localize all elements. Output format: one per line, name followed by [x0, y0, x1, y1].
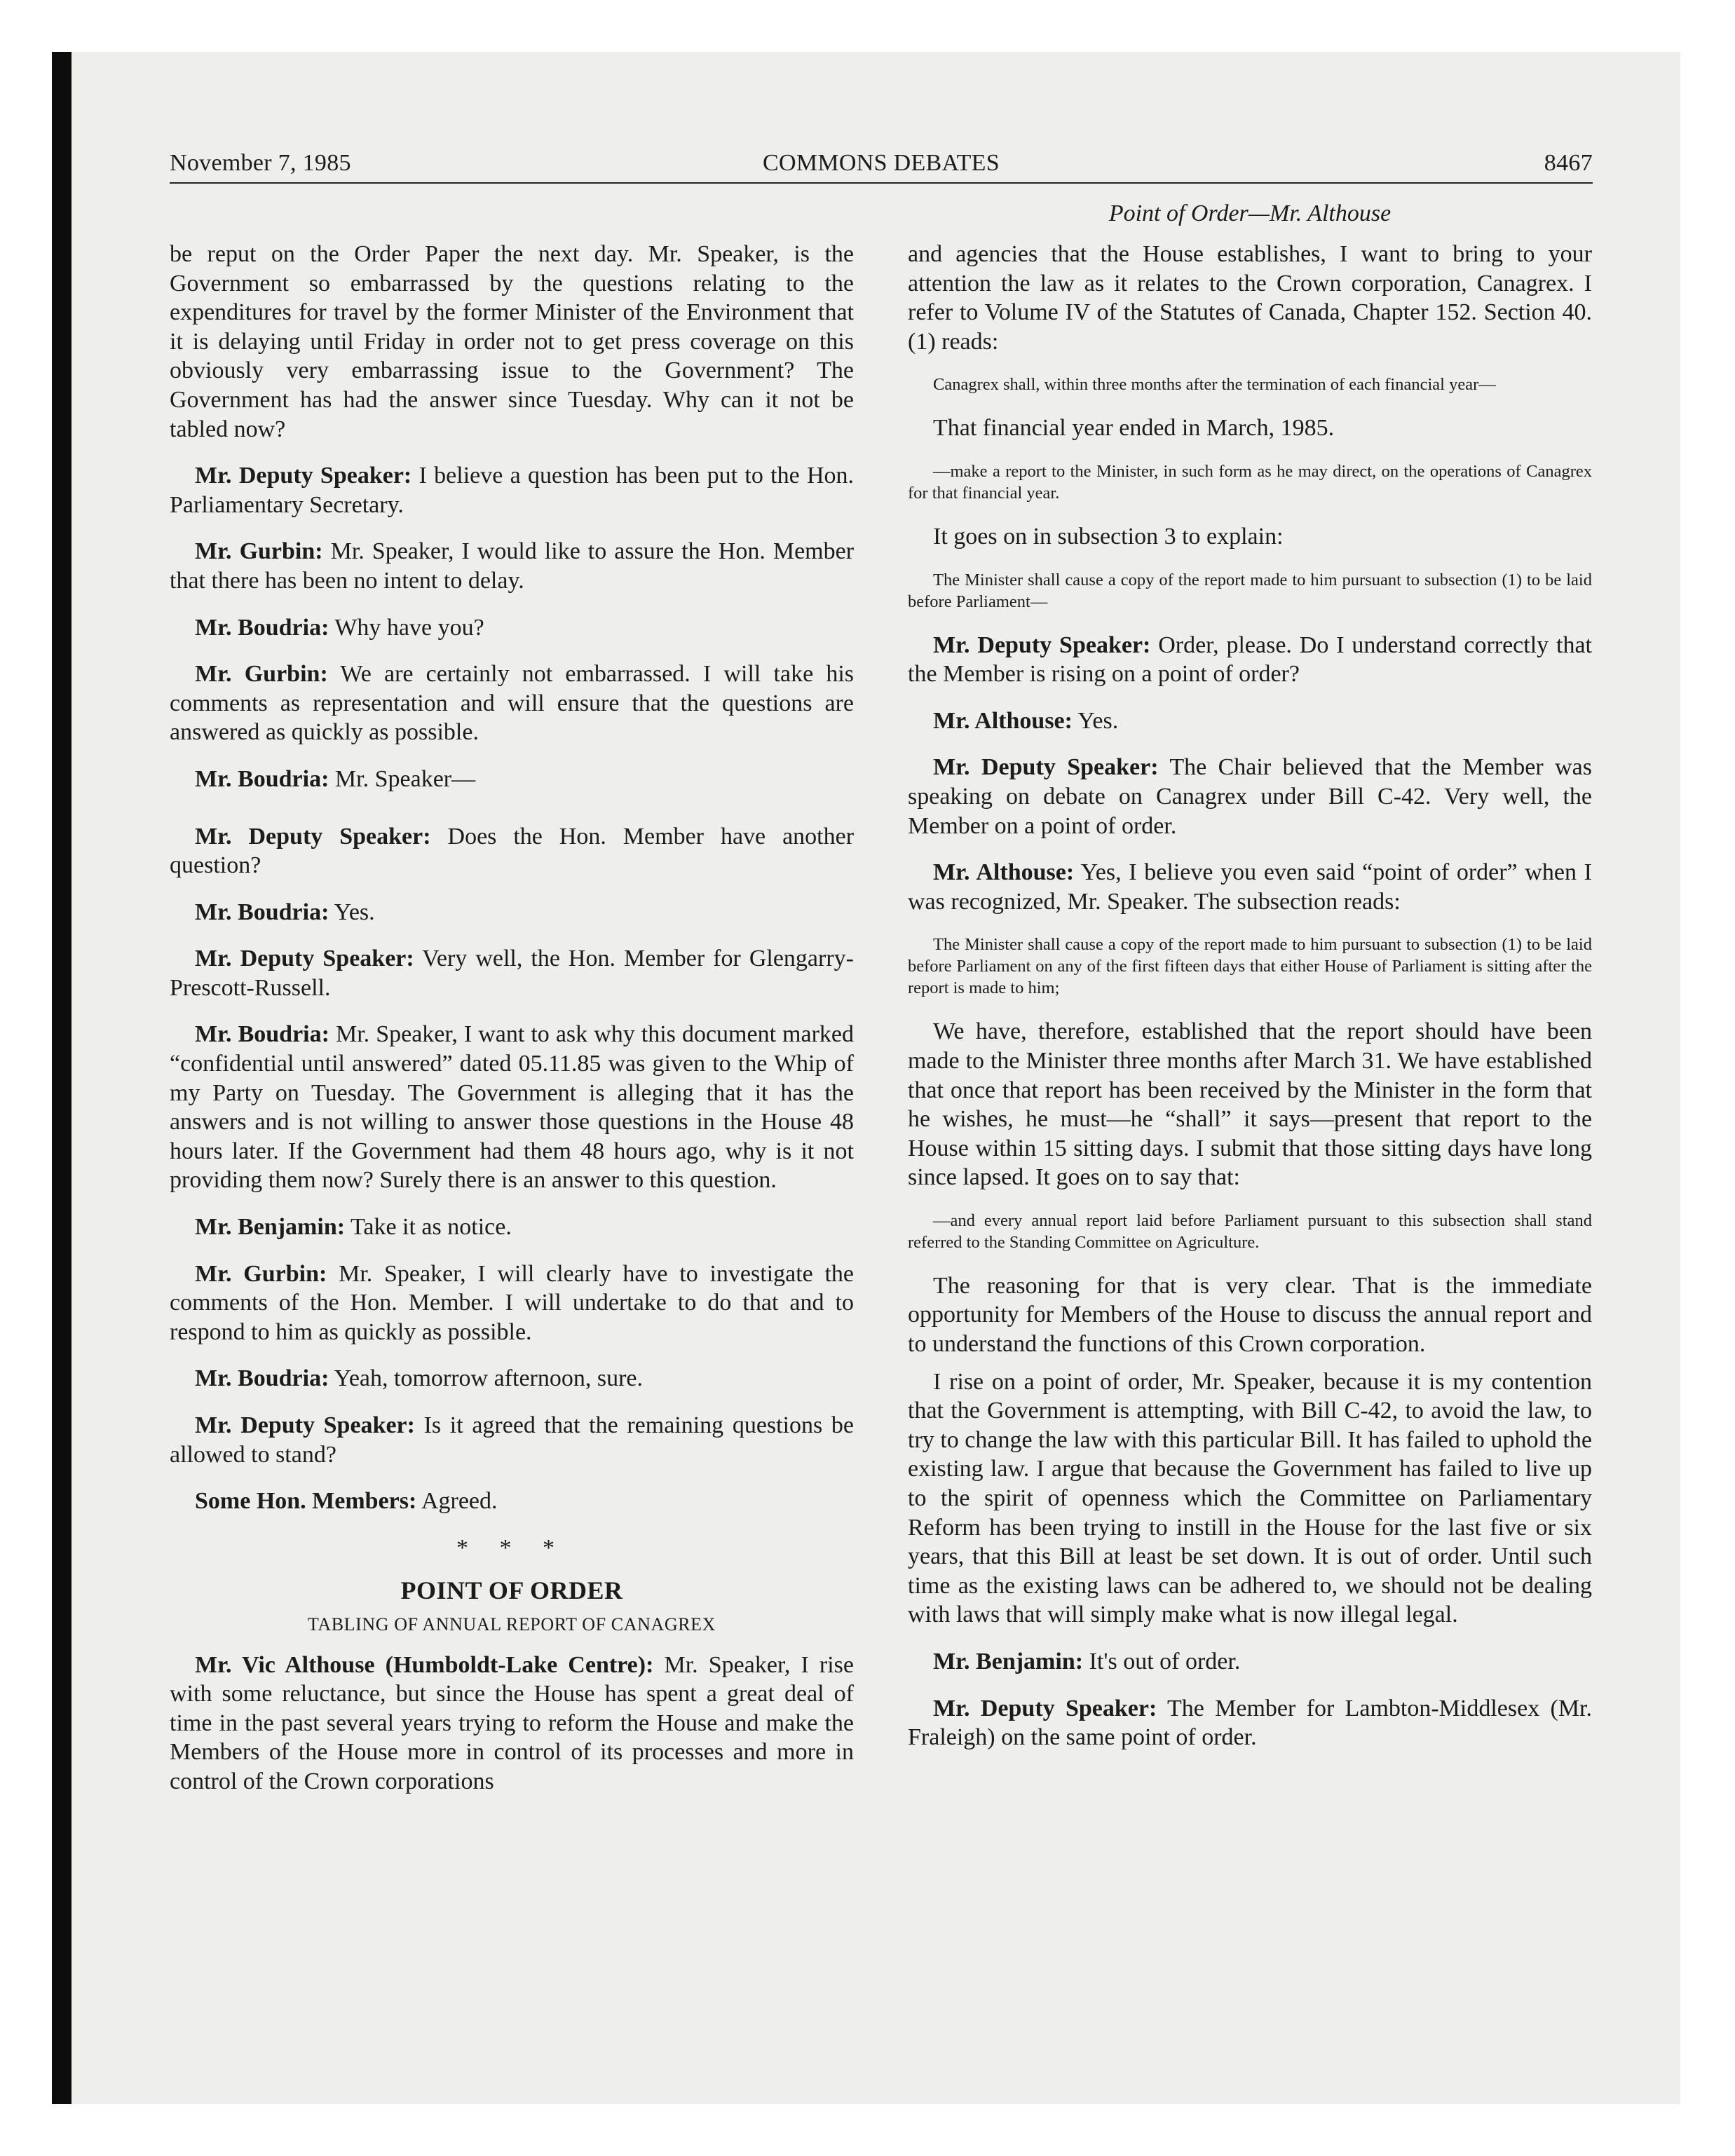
speaker-name: Mr. Gurbin:: [195, 1260, 327, 1287]
statute-quote: Canagrex shall, within three months after the termination of each financial year—: [933, 375, 1496, 395]
paragraph: We have, therefore, established that the report should have been made to the Minister three months after March 31. We have established that once that report has been received by the Minister in the form that he wishes, he must—he “shall” it says—present that report to the House within 15 sitting days. I submit that those sitting days have long since lapsed. It goes on to say that:: [908, 1018, 1592, 1191]
speaker-name: Mr. Althouse:: [933, 707, 1073, 734]
speech-text: I believe a question has been put to the Hon. Parliamentary Secretary.: [170, 463, 855, 518]
speaker-name: Mr. Benjamin:: [933, 1649, 1084, 1674]
speech: [908, 753, 1592, 840]
speech-text: The Member for Lambton-Middlesex (Mr. Fraleigh) on the same point of order.: [908, 1695, 1593, 1751]
speaker-name: Mr. Gurbin:: [195, 538, 323, 565]
statute-quote: —make a report to the Minister, in such form as he may direct, on the operations of Canagrex for that financial year.: [908, 461, 1592, 503]
speaker-name: Mr. Deputy Speaker:: [195, 946, 414, 972]
section-title: POINT OF ORDER: [400, 1576, 623, 1605]
speech: [170, 898, 854, 927]
speaker-name: Mr. Althouse:: [933, 859, 1075, 886]
speech: [170, 1411, 854, 1469]
paragraph: be reput on the Order Paper the next day. Mr. Speaker, is the Government so embarrassed by the questions relating to the expenditures for travel by the former Minister of the Environment that it is delaying until Friday in order not to get press coverage on this obviously very embarrassing issue to the Government? The Government has had the answer since Tuesday. Why can it not be tabled now?: [170, 241, 854, 442]
speech-text: Mr. Speaker, I want to ask why this document marked “confidential until answered” dated 05.11.85 was given to the Whip of my Party on Tuesday. The Government is alleging that it has the answers and is not willing to answer those questions in the House 48 hours later. If the Government had them 48 hours ago, why is it not providing them now? Surely there is an answer to this question.: [170, 1021, 854, 1194]
speech: [170, 944, 854, 1002]
scanned-page: [52, 52, 1680, 2104]
speech: [170, 822, 854, 880]
header-page-number: 8467: [1544, 150, 1593, 176]
speaker-name: Mr. Vic Althouse (Humboldt-Lake Centre):: [195, 1651, 654, 1678]
speech-text: Does the Hon. Member have another question?: [170, 823, 855, 879]
speaker-name: Mr. Deputy Speaker:: [933, 754, 1159, 781]
speech-text: Mr. Speaker, I rise with some reluctance, but since the House has spent a great deal of time in the past several years trying to reform the House and make the Members of the House more in control of its processes and more in control of the Crown corporations: [170, 1651, 855, 1794]
speech-text: Mr. Speaker—: [334, 765, 476, 792]
speaker-name: Mr. Boudria:: [195, 765, 329, 792]
speech-text: Yeah, tomorrow afternoon, sure.: [334, 1365, 644, 1392]
speech-text: Order, please. Do I understand correctly that the Member is rising on a point of order?: [908, 632, 1592, 688]
statute-quote: —and every annual report laid before Parliament pursuant to this subsection shall stand referred to the Standing Committee on Agriculture.: [908, 1210, 1592, 1252]
statute-quote: The Minister shall cause a copy of the report made to him pursuant to subsection (1) to be laid before Parliament—: [908, 570, 1592, 611]
speech: [170, 1364, 854, 1393]
header-title: COMMONS DEBATES: [763, 150, 1000, 176]
paragraph: I rise on a point of order, Mr. Speaker, because it is my contention that the Government is attempting, with Bill C-42, to avoid the law, to try to change the law with this particular Bill. It has failed to uphold the existing law. I argue that because the Government has failed to live up to the spirit of openness which the Committee on Parliamentary Reform has been trying to instill in the House for the last five or six years, that this Bill at least be set down. It is out of order. Until such time as the existing laws can be adhered to, we should not be dealing with laws that will simply make what is now illegal legal.: [908, 1368, 1592, 1628]
speech-text: The Chair believed that the Member was speaking on debate on Canagrex under Bill C-42. Very well, the Member on a point of order.: [908, 754, 1592, 839]
paragraph: It goes on in subsection 3 to explain:: [933, 523, 1284, 550]
right-column: [908, 240, 1592, 1770]
speaker-name: Mr. Deputy Speaker:: [195, 823, 431, 850]
section-separator: * * *: [456, 1534, 567, 1561]
speech: [170, 1487, 854, 1516]
speech: [908, 631, 1592, 689]
header-date: November 7, 1985: [170, 150, 351, 176]
speaker-name: Mr. Deputy Speaker:: [195, 463, 412, 489]
paragraph: The reasoning for that is very clear. That is the immediate opportunity for Members of the House to discuss the annual report and to understand the functions of this Crown corporation.: [908, 1272, 1592, 1358]
paragraph: and agencies that the House establishes, I want to bring to your attention the law as it relates to the Crown corporation, Canagrex. I refer to Volume IV of the Statutes of Canada, Chapter 152. Section 40.(1) reads:: [908, 241, 1592, 355]
speech: [170, 461, 854, 519]
speech: [170, 660, 854, 747]
speaker-name: Mr. Boudria:: [195, 614, 329, 641]
speech: [908, 1694, 1592, 1752]
speaker-name: Mr. Deputy Speaker:: [933, 1695, 1157, 1721]
speech-text: Yes, I believe you even said “point of order” when I was recognized, Mr. Speaker. The subsection reads:: [908, 859, 1592, 915]
speech: [908, 1647, 1592, 1677]
speaker-name: Mr. Deputy Speaker:: [195, 1412, 415, 1438]
speaker-name: Mr. Boudria:: [195, 1021, 329, 1048]
section-subtitle: TABLING OF ANNUAL REPORT OF CANAGREX: [307, 1613, 716, 1635]
speech: [170, 765, 854, 794]
speech-text: Is it agreed that the remaining questions be allowed to stand?: [170, 1412, 854, 1468]
speaker-name: Mr. Deputy Speaker:: [933, 632, 1151, 658]
speaker-name: Mr. Boudria:: [195, 899, 329, 925]
speech: [170, 1651, 854, 1796]
speech-text: Agreed.: [421, 1488, 498, 1515]
speech: [908, 707, 1592, 736]
speech-text: Take it as notice.: [350, 1214, 512, 1241]
speech-text: Very well, the Hon. Member for Glengarry-Prescott-Russell.: [170, 946, 854, 1001]
speech-text: Mr. Speaker, I will clearly have to investigate the comments of the Hon. Member. I will undertake to do that and to respond to him as quickly as possible.: [170, 1260, 855, 1345]
speech: [170, 1020, 854, 1195]
speech-text: It's out of order.: [1089, 1649, 1241, 1674]
speaker-name: Mr. Benjamin:: [195, 1214, 346, 1241]
page-header: [170, 150, 1593, 184]
speech: [170, 1213, 854, 1242]
statute-quote: The Minister shall cause a copy of the report made to him pursuant to subsection (1) to be laid before Parliament on any of the first fifteen days that either House of Parliament is sitting after the report is made to him;: [908, 935, 1592, 998]
paragraph: That financial year ended in March, 1985.: [933, 415, 1335, 442]
speaker-name: Mr. Gurbin:: [195, 661, 328, 688]
speech: [170, 537, 854, 595]
speech-text: Yes.: [334, 899, 375, 925]
binding-edge: [52, 52, 72, 2104]
speech-text: Why have you?: [334, 614, 484, 641]
speech: [908, 858, 1592, 916]
speech-text: Mr. Speaker, I would like to assure the Hon. Member that there has been no intent to delay.: [170, 538, 855, 594]
speech-text: Yes.: [1077, 707, 1119, 734]
speech-text: We are certainly not embarrassed. I will take his comments as representation and will ensure that the questions are answered as quickly as possible.: [170, 661, 855, 746]
speaker-name: Mr. Boudria:: [195, 1365, 329, 1392]
speech: [170, 1260, 854, 1347]
speaker-name: Some Hon. Members:: [195, 1488, 417, 1515]
speech: [170, 613, 854, 643]
left-column: [170, 240, 854, 1814]
running-head: Point of Order—Mr. Althouse: [1108, 200, 1392, 226]
